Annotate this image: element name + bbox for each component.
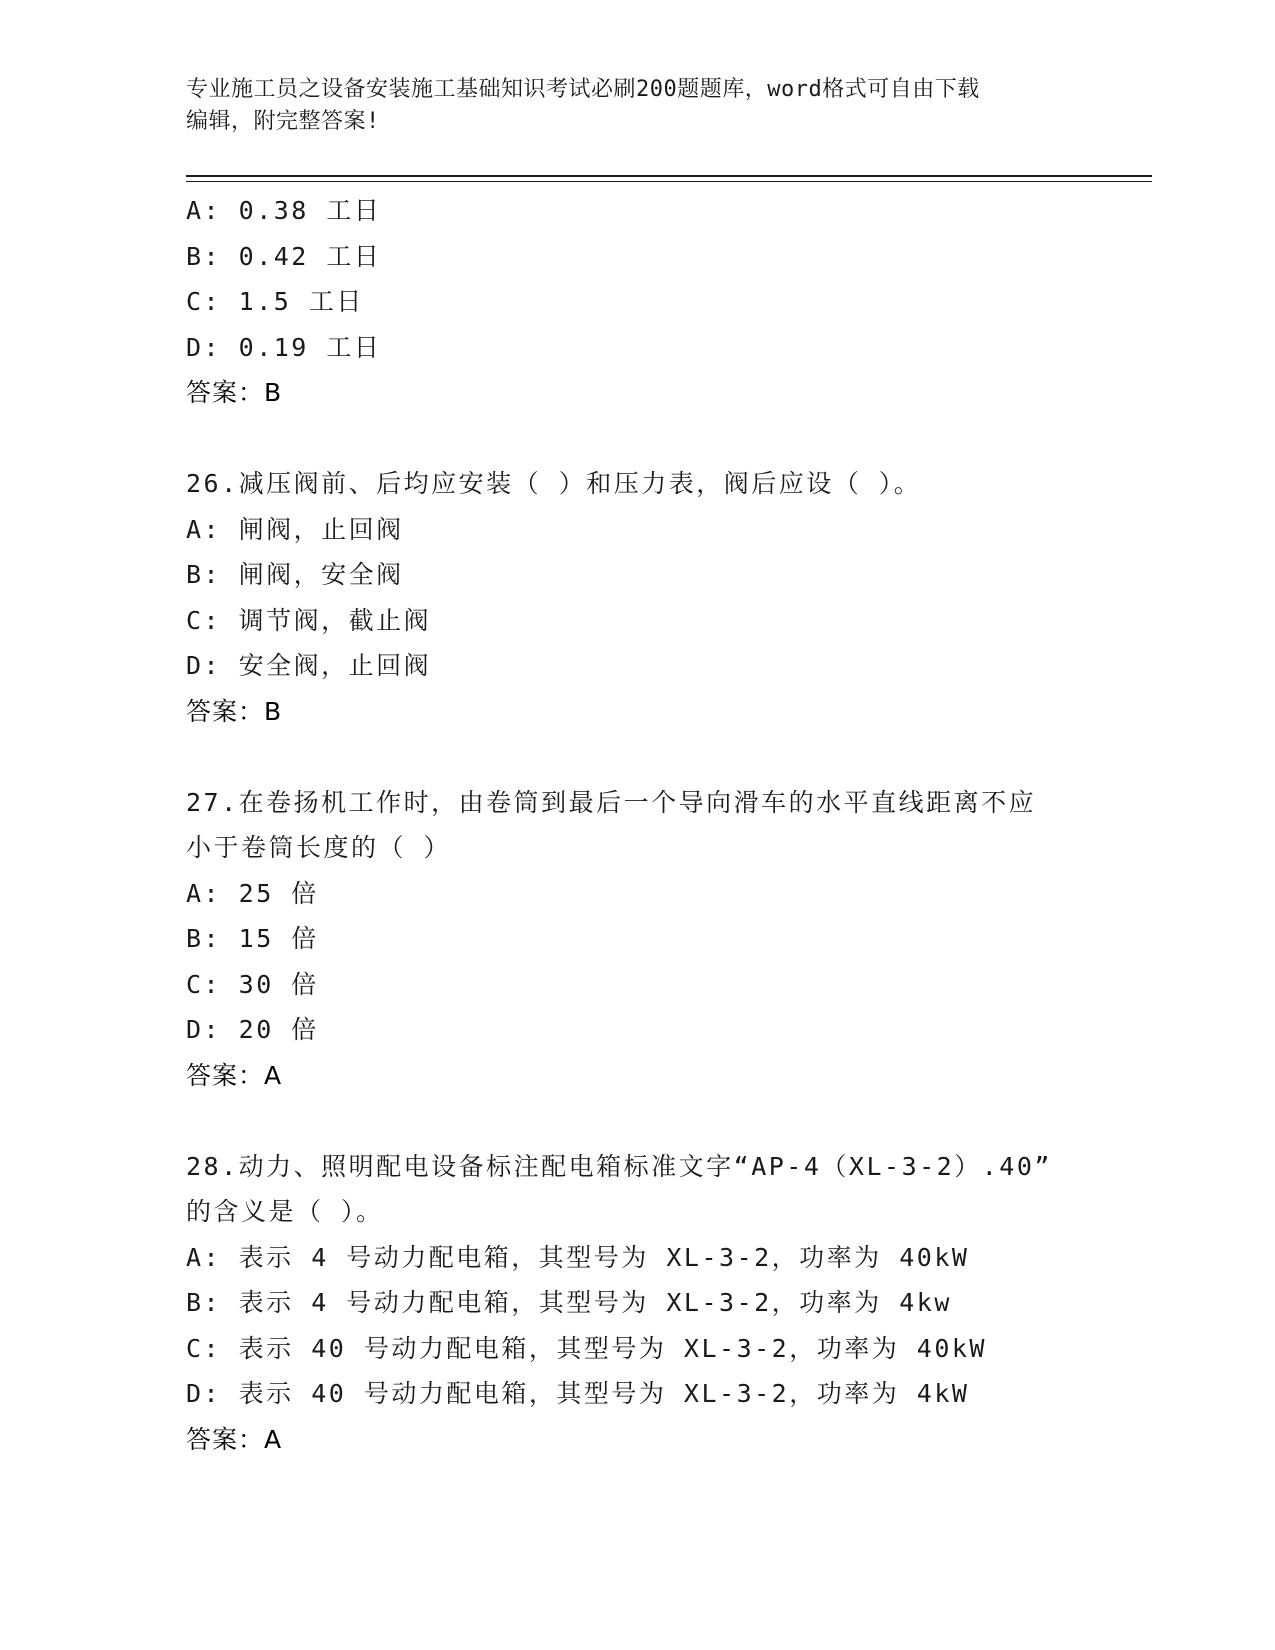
answer-label: 答案：A: [186, 1424, 283, 1454]
option-b: B: 0.42 工日: [186, 241, 382, 271]
question-text-line-1: 27.在卷扬机工作时，由卷筒到最后一个导向滑车的水平直线距离不应: [186, 787, 1037, 817]
option-c: C: 30 倍: [186, 969, 319, 999]
question-28: [186, 1144, 1086, 1463]
document-header: [186, 74, 1066, 138]
option-d: D: 0.19 工日: [186, 332, 382, 362]
header-divider-thick: [186, 175, 1152, 177]
header-title-line-2: 编辑，附完整答案!: [186, 109, 380, 134]
option-a: A: 0.38 工日: [186, 196, 382, 225]
answer-label: 答案：B: [186, 378, 283, 407]
option-a: A: 表示 4 号动力配电箱，其型号为 XL-3-2，功率为 40kW: [186, 1242, 970, 1272]
option-b: B: 15 倍: [186, 924, 319, 953]
answer-label: 答案：B: [186, 696, 283, 726]
question-text-line-2: 的含义是（ ）。: [186, 1197, 384, 1226]
option-c: C: 表示 40 号动力配电箱，其型号为 XL-3-2，功率为 40kW: [186, 1333, 987, 1363]
spacer: [186, 1098, 1086, 1144]
option-b: B: 表示 4 号动力配电箱，其型号为 XL-3-2，功率为 4kw: [186, 1288, 952, 1317]
question-26: [186, 461, 1086, 734]
question-list: [186, 188, 1086, 1462]
question-25: [186, 188, 1086, 416]
question-text-line-1: 28.动力、照明配电设备标注配电箱标准文字“AP-4（XL-3-2）.40”: [186, 1151, 1052, 1181]
header-title-line-1: 专业施工员之设备安装施工基础知识考试必刷200题题库，word格式可自由下载: [186, 77, 980, 102]
question-text: 26.减压阀前、后均应安装（ ）和压力表，阀后应设（ ）。: [186, 469, 922, 498]
option-d: D: 表示 40 号动力配电箱，其型号为 XL-3-2，功率为 4kW: [186, 1379, 970, 1408]
option-c: C: 调节阀，截止阀: [186, 605, 432, 635]
header-divider-thin: [186, 181, 1152, 182]
spacer: [186, 734, 1086, 780]
spacer: [186, 416, 1086, 462]
option-a: A: 闸阀，止回阀: [186, 514, 404, 544]
question-text-line-2: 小于卷筒长度的（ ）: [186, 833, 452, 862]
option-d: D: 安全阀，止回阀: [186, 651, 432, 680]
question-27: [186, 780, 1086, 1099]
answer-label: 答案：A: [186, 1060, 283, 1090]
option-d: D: 20 倍: [186, 1015, 319, 1044]
option-b: B: 闸阀，安全阀: [186, 560, 404, 589]
option-a: A: 25 倍: [186, 878, 319, 908]
option-c: C: 1.5 工日: [186, 287, 364, 316]
